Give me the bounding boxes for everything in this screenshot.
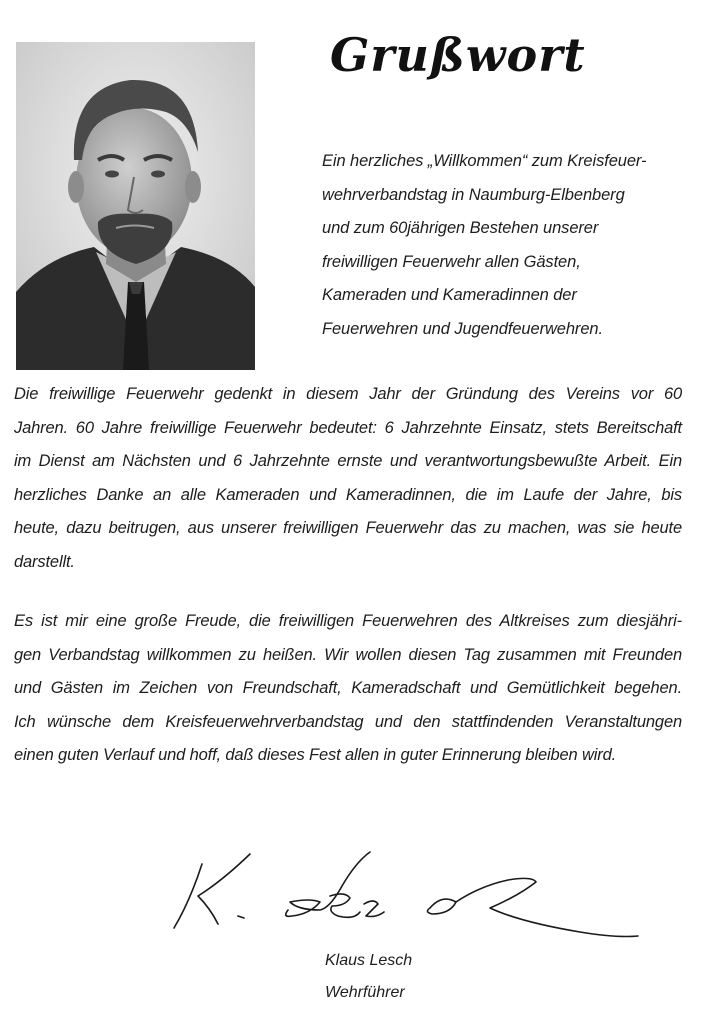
paragraph-line: im Dienst am Nächsten und 6 Jahrzehnte ernste und verantwortungsbewußte Arbeit. Ein [14, 452, 682, 471]
intro-line: und zum 60jährigen Bestehen unserer [322, 219, 599, 237]
body-paragraph-2 [14, 605, 682, 773]
paragraph-line: und Gästen im Zeichen von Freundschaft, Kameradschaft und Gemütlichkeit begehen. [14, 679, 682, 698]
page-title: Grußwort [330, 28, 586, 82]
portrait-photo [16, 42, 255, 370]
body-paragraph-1 [14, 378, 682, 580]
intro-line: freiwilligen Feuerwehr allen Gästen, [322, 252, 581, 271]
signer-block [325, 945, 412, 1009]
paragraph-line: gen Verbandstag willkommen zu heißen. Wir wollen diesen Tag zusammen mit Freunden [14, 645, 682, 664]
intro-line: wehrverbandstag in Naumburg-Elbenberg [322, 185, 625, 204]
intro-line: Feuerwehren und Jugendfeuerwehren. [322, 319, 603, 338]
intro-line: Kameraden und Kameradinnen der [322, 286, 577, 304]
paragraph-line: herzliches Danke an alle Kameraden und Kameradinnen, die im Laufe der Jahre, bis [14, 485, 682, 504]
paragraph-line: Jahren. 60 Jahre freiwillige Feuerwehr bedeutet: 6 Jahrzehnte Einsatz, stets Bereitschaft [14, 418, 682, 437]
paragraph-line: Die freiwillige Feuerwehr gedenkt in diesem Jahr der Gründung des Vereins vor 60 [14, 385, 682, 403]
paragraph-line: Ich wünsche dem Kreisfeuerwehrverbandstag und den stattfindenden Veranstaltungen [14, 712, 682, 731]
paragraph-line: einen guten Verlauf und hoff, daß dieses Fest allen in guter Erinnerung bleiben wird. [14, 746, 617, 765]
paragraph-line: darstellt. [14, 552, 75, 571]
paragraph-line: Es ist mir eine große Freude, die freiwilligen Feuerwehren des Altkreises zum diesjähri- [14, 612, 682, 630]
intro-line: Ein herzliches „Willkommen“ zum Kreisfeuer- [322, 152, 647, 170]
signer-role: Wehrführer [325, 984, 405, 1001]
intro-text [322, 145, 692, 346]
paragraph-line: heute, dazu beitrugen, aus unserer freiwilligen Feuerwehr das zu machen, was sie heute [14, 519, 682, 538]
handwritten-signature [160, 846, 650, 956]
signer-name: Klaus Lesch [325, 952, 413, 969]
